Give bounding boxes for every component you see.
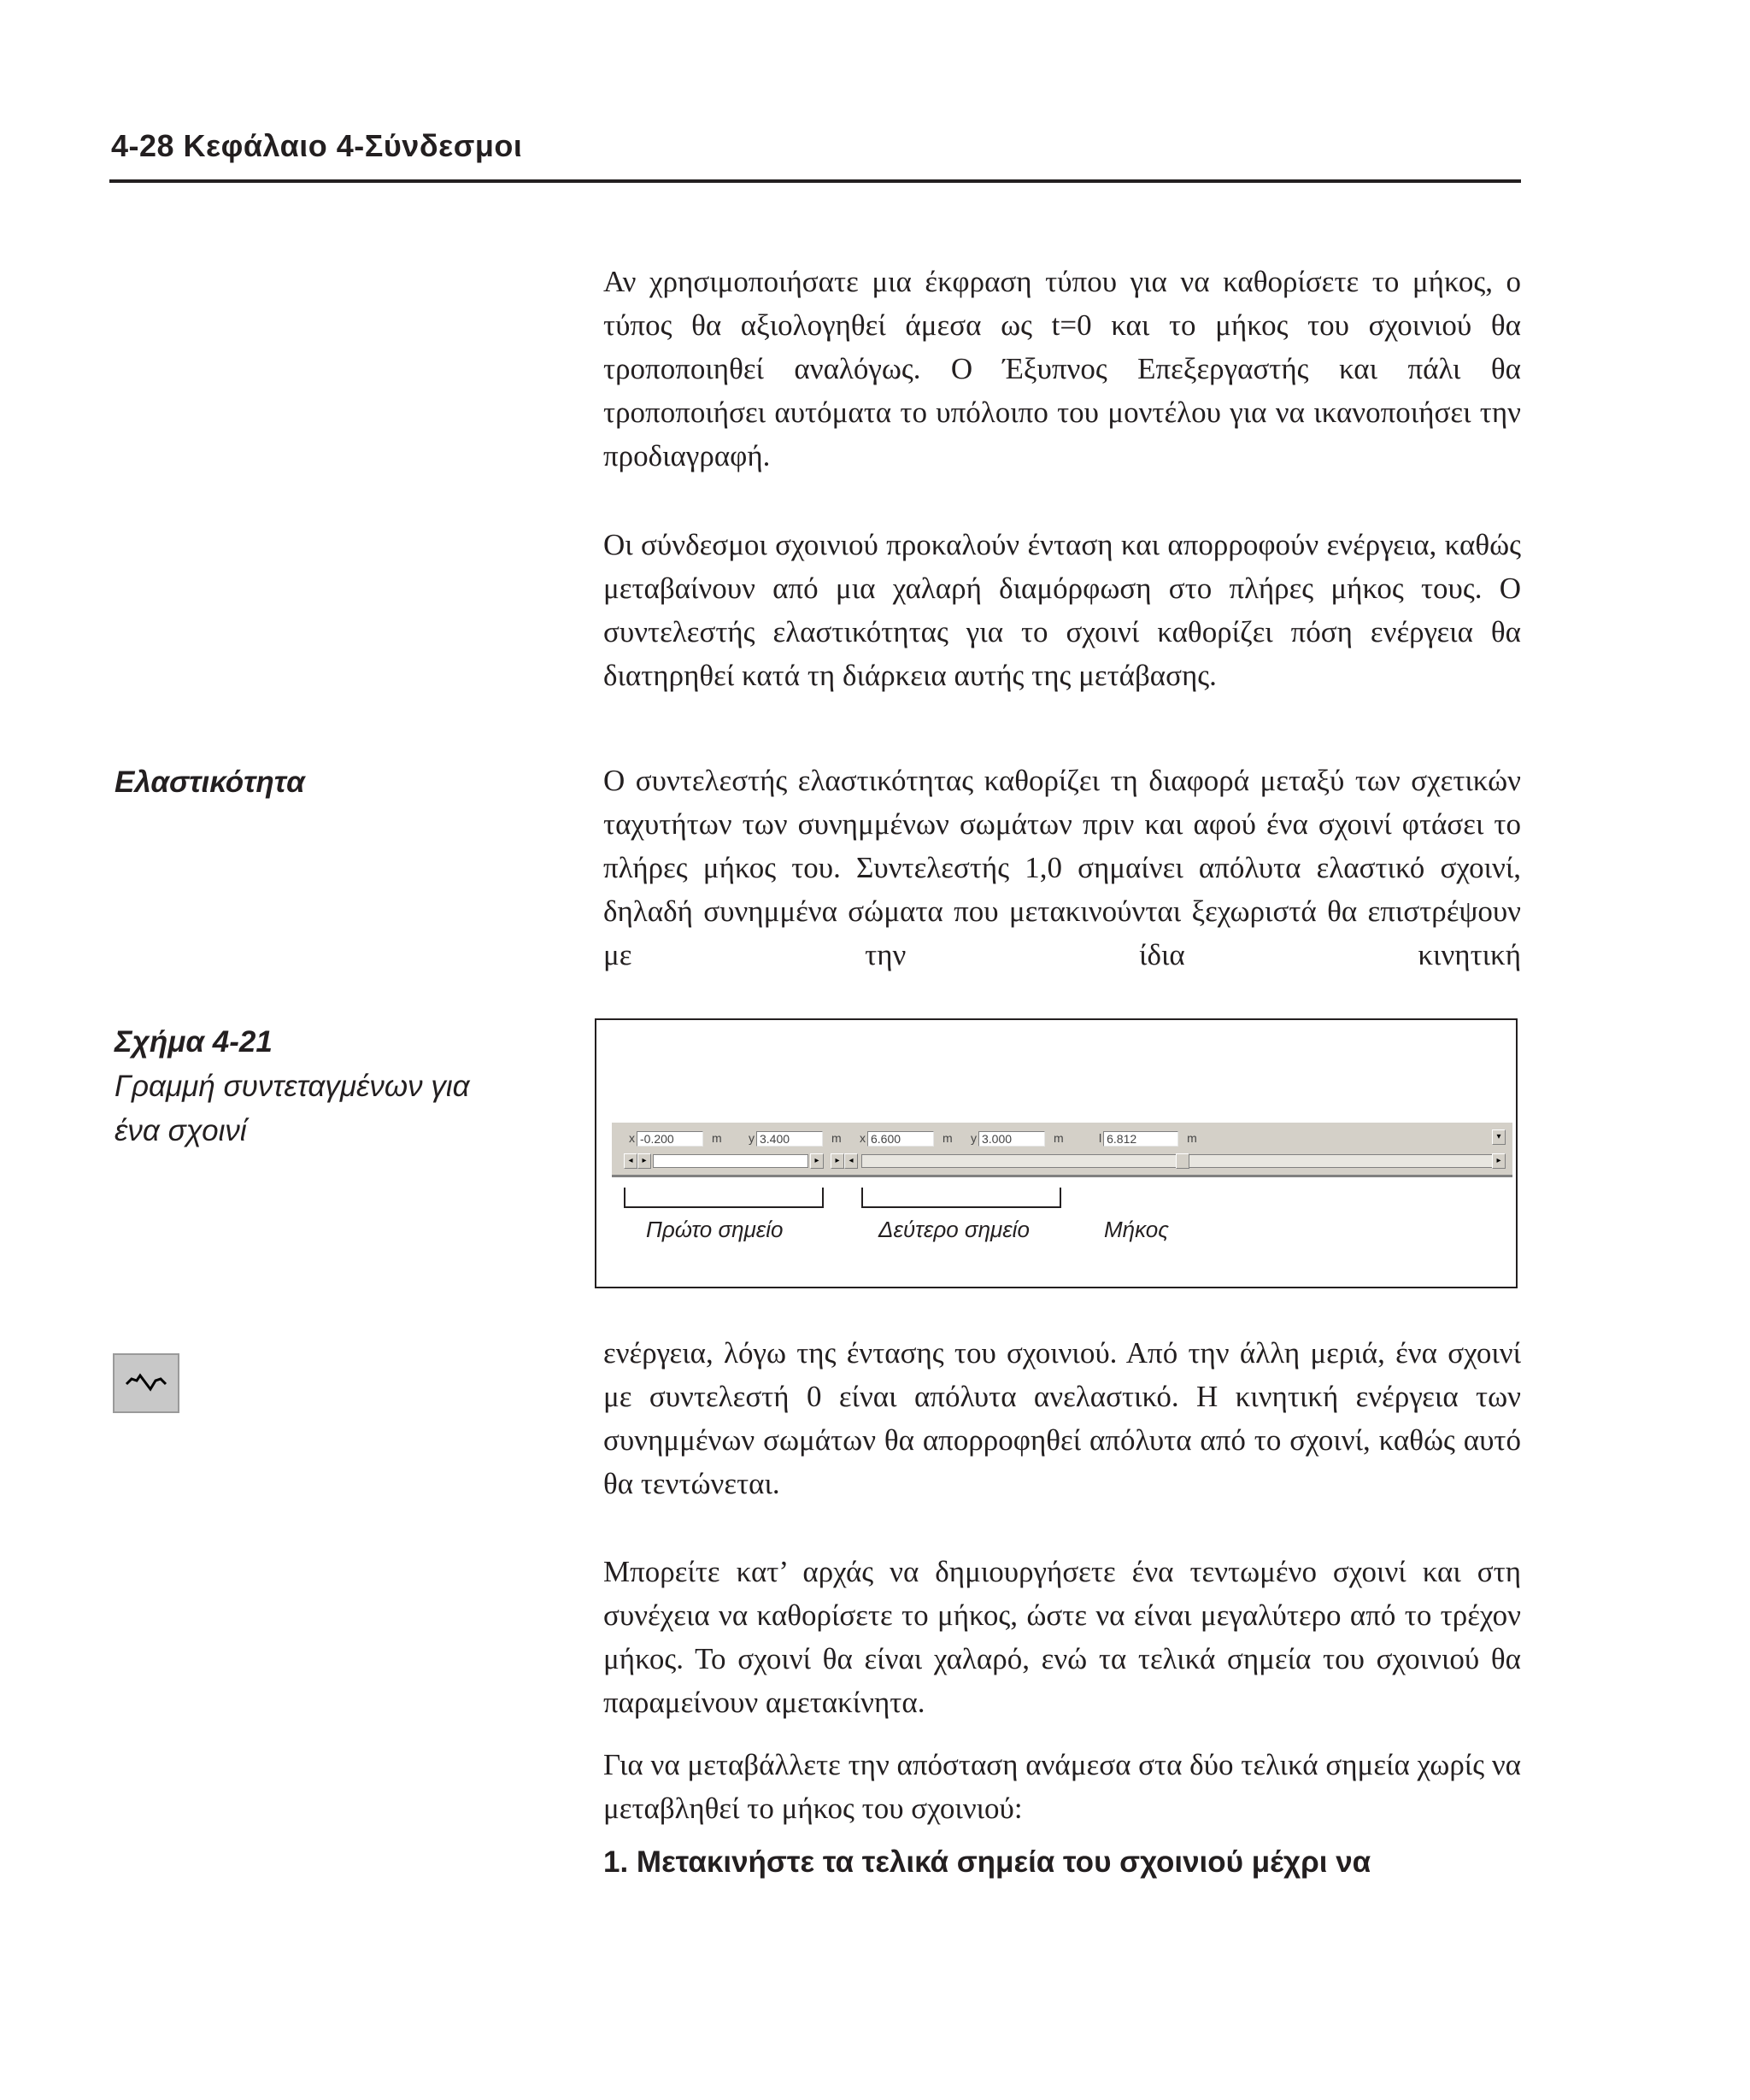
scroll-left-icon[interactable]: ◂ [844, 1153, 858, 1169]
length-input[interactable]: 6.812 [1103, 1131, 1178, 1147]
section-label-elasticity: Ελαστικότητα [115, 766, 305, 799]
paragraph-change-distance: Για να μεταβάλλετε την απόσταση ανάμεσα στα δύο τελικά σημεία χωρίς να μεταβληθεί το μήκος του σχοινιού: [603, 1748, 1521, 1825]
rope-wave-icon [113, 1353, 179, 1413]
figure-coordinate-bar [595, 1018, 1518, 1288]
dropdown-arrow-icon[interactable]: ▾ [1492, 1129, 1506, 1145]
first-point-bracket [624, 1188, 824, 1208]
second-point-x-input[interactable]: 6.600 [867, 1131, 934, 1147]
scroll-right-icon[interactable]: ▸ [810, 1153, 824, 1169]
second-point-bracket [861, 1188, 1061, 1208]
first-point-y-field[interactable]: y 3.400 m [749, 1131, 842, 1147]
paragraph-elasticity: Ο συντελεστής ελαστικότητας καθορίζει τη διαφορά μεταξύ των σχετικών ταχυτήτων των συνημμένων σωμάτων πριν και αφού ένα σχοινί φτάσει το πλήρες μήκος του. Συντελεστής 1,0 σημαίνει απόλυτα ελαστικό σχοινί, δηλαδή συνημμένα σώματα που μετακινούνται ξεχωριστά θα επιστρέψουν με την ίδια κινητική [603, 764, 1521, 971]
figure-number: Σχήμα 4-21 [115, 1025, 273, 1059]
scroll-thumb[interactable] [1176, 1153, 1189, 1169]
scroll-right-icon[interactable]: ▸ [637, 1153, 651, 1169]
scroll-left-icon[interactable]: ◂ [624, 1153, 637, 1169]
figure-caption-line1: Γραμμή συντεταγμένων για [115, 1070, 470, 1103]
paragraph-formula: Αν χρησιμοποιήσατε μια έκφραση τύπου για να καθορίσετε το μήκος, ο τύπος θα αξιολογηθεί άμεσα ως t=0 και το μήκος του σχοινιού θα τροποποιηθεί αναλόγως. Ο Έξυπνος Επεξεργαστής και πάλι θα τροποποιήσει αυτόματα το υπόλοιπο του μοντέλου για να ικανοποιήσει την προδιαγραφή. [603, 265, 1521, 472]
paragraph-tension: Οι σύνδεσμοι σχοινιού προκαλούν ένταση και απορροφούν ενέργεια, καθώς μεταβαίνουν από μια χαλαρή διαμόρφωση στο πλήρες μήκος τους. Ο συντελεστής ελαστικότητας για το σχοινί καθορίζει πόση ενέργεια θα διατηρηθεί κατά τη διάρκεια αυτής της μετάβασης. [603, 528, 1521, 692]
paragraph-slack-rope: Μπορείτε κατ’ αρχάς να δημιουργήσετε ένα τεντωμένο σχοινί και στη συνέχεια να καθορίσετε το μήκος, ώστε να είναι μεγαλύτερο από το τρέχον μήκος. Το σχοινί θα είναι χαλαρό, ενώ τα τελικά σημεία του σχοινιού θα παραμείνουν αμετακίνητα. [603, 1555, 1521, 1719]
first-point-y-input[interactable]: 3.400 [756, 1131, 823, 1147]
label-second-point: Δεύτερο σημείο [878, 1217, 1030, 1242]
scroll-right-icon[interactable]: ▸ [1492, 1153, 1506, 1169]
second-point-y-field[interactable]: y 3.000 m [971, 1131, 1064, 1147]
second-point-x-field[interactable]: x 6.600 m [860, 1131, 953, 1147]
paragraph-inelastic: ενέργεια, λόγω της έντασης του σχοινιού. Από την άλλη μεριά, ένα σχοινί με συντελεστή 0 είναι απόλυτα ανελαστικό. Η κινητική ενέργεια των συνημμένων σωμάτων θα απορροφηθεί απόλυτα από το σχοινί, καθώς αυτό θα τεντώνεται. [603, 1336, 1521, 1500]
scroll-end-icon[interactable]: ▸ [831, 1153, 844, 1169]
second-point-y-input[interactable]: 3.000 [978, 1131, 1045, 1147]
page-header: 4-28 Κεφάλαιο 4-Σύνδεσμοι [111, 128, 523, 163]
label-length: Μήκος [1104, 1217, 1169, 1242]
coordinate-toolbar [612, 1121, 1512, 1177]
first-point-x-input[interactable]: -0.200 [637, 1131, 703, 1147]
scroll-track-first-point[interactable] [653, 1154, 808, 1168]
label-first-point: Πρώτο σημείο [646, 1217, 784, 1242]
length-field[interactable]: l 6.812 m [1099, 1131, 1197, 1147]
step-1: 1. Μετακινήστε τα τελικά σημεία του σχοινιού μέχρι να [603, 1845, 1371, 1879]
figure-caption-line2: ένα σχοινί [115, 1114, 247, 1147]
header-rule [109, 179, 1521, 183]
first-point-x-field[interactable]: x -0.200 m [629, 1131, 722, 1147]
